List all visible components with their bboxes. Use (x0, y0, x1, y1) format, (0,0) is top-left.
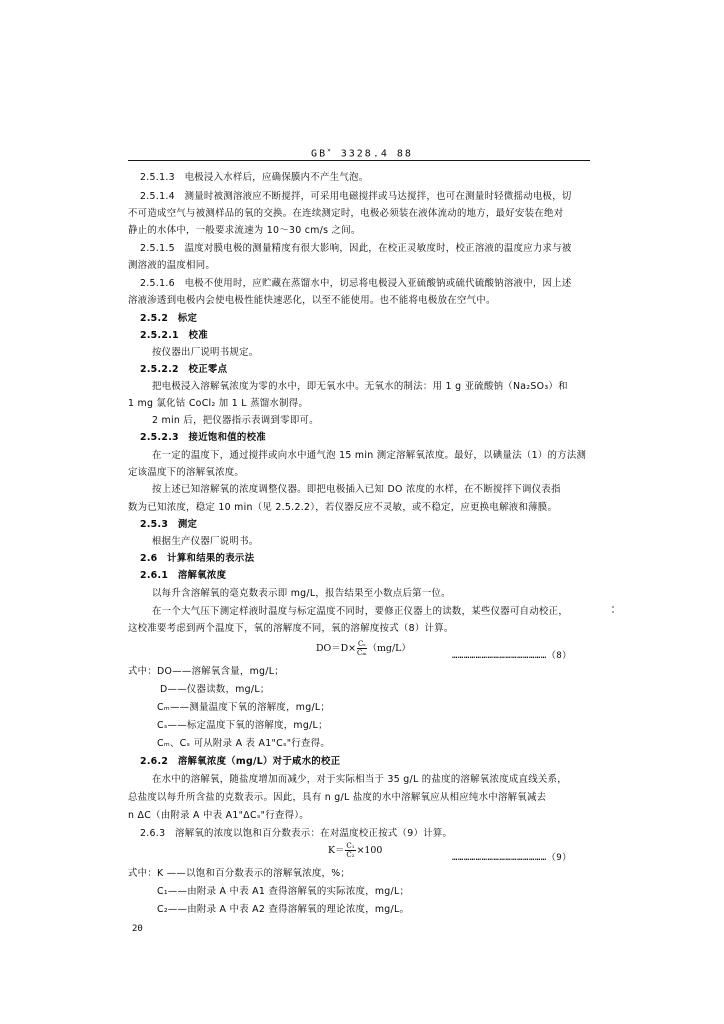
text-line: 式中：DO——溶解氧含量，mg/L； (128, 666, 284, 677)
formula-8-numerator: Cₛ (357, 640, 366, 648)
page-header (0, 147, 724, 159)
text-line: D——仪器读数，mg/L； (160, 684, 270, 695)
text-line: 2.5.1.6 电极不使用时，应贮藏在蒸馏水中，切忌将电极浸入亚硫酸钠或硫代硫酸钠溶液中，因上述 (140, 278, 572, 289)
text-line: 根据生产仪器厂说明书。 (152, 536, 259, 547)
formula-8 (316, 640, 411, 657)
formula-9-fraction (345, 842, 355, 859)
formula-8-lhs: DO＝D× (316, 643, 356, 654)
page-number: 20 (132, 924, 143, 934)
formula-8-leader (452, 648, 572, 661)
section-heading: 2.5.2.2 校正零点 (140, 364, 228, 375)
section-heading: 2.5.2 标定 (140, 313, 198, 324)
scan-speck (612, 606, 614, 608)
text-line: 把电极浸入溶解氧浓度为零的水中，即无氧水中。无氧水的制法：用 1 g 亚硫酸钠（Na₂SO₃）和 (152, 381, 568, 392)
text-line: 按仪器出厂说明书规定。 (152, 347, 259, 358)
formula-9-numerator: C₁ (346, 842, 355, 850)
text-line: 在水中的溶解氧，随盐度增加而减少，对于实际相当于 35 g/L 的盐度的溶解氧浓度成直线关系， (152, 774, 567, 785)
text-line: 2.5.1.5 温度对膜电极的测量精度有很大影响，因此，在校正灵敏度时，校正溶液的温度应力求与被 (140, 243, 572, 254)
formula-9-dots: ………………………………………… (452, 853, 547, 863)
text-line: 溶液渗透到电极内会使电极性能快速恶化，以至不能使用。也不能将电极放在空气中。 (128, 295, 496, 306)
text-line: 2.5.1.4 测量时被测溶液应不断搅拌，可采用电磁搅拌或马达搅拌，也可在测量时轻微摇动电极，切 (140, 191, 572, 202)
std-prefix: GB (311, 148, 328, 160)
text-line: Cₘ、Cₛ 可从附录 A 表 A1"Cₛ"行查得。 (157, 738, 331, 749)
header-rule (128, 160, 590, 161)
std-number: 3328.4 88 (340, 148, 413, 160)
formula-8-number: （8） (546, 651, 572, 661)
text-line: C₂——由附录 A 中表 A2 查得溶解氧的理论浓度，mg/L。 (157, 904, 410, 915)
text-line: C₁——由附录 A 中表 A1 查得溶解氧的实际浓度，mg/L； (157, 886, 410, 897)
text-line: 不可造成空气与被测样品的氧的交换。在连续测定时，电极必须装在液体流动的地方，最好安装在绝对 (128, 208, 564, 219)
text-line: 这校准要考虑到两个温度下，氧的溶解度不同，氧的溶解度按式（8）计算。 (128, 623, 454, 634)
text-line: Cₘ——测量温度下氧的溶解度，mg/L； (157, 702, 331, 713)
text-line: 按上述已知溶解氧的浓度调整仪器。即把电极插入已知 DO 浓度的水样，在不断搅拌下调仪表指 (152, 484, 561, 495)
text-line: 定该温度下的溶解氧浓度。 (128, 467, 245, 478)
section-heading: 2.6.1 溶解氧浓度 (140, 570, 227, 581)
formula-9-number: （9） (546, 853, 572, 863)
formula-8-fraction (357, 640, 367, 657)
text-line: 在一个大气压下测定样液时温度与标定温度不同时，要修正仪器上的读数，某些仪器可自动校正， (152, 606, 569, 617)
formula-9-denominator: C₂ (346, 851, 355, 859)
text-line: 静止的水体中，一般要求流速为 10～30 cm/s 之间。 (128, 225, 361, 236)
formula-8-denominator: Cₘ (356, 649, 367, 657)
formula-8-dots: ………………………………………… (452, 651, 547, 661)
section-heading: 2.5.2.3 接近饱和值的校准 (140, 432, 266, 443)
section-heading: 2.6 计算和结果的表示法 (140, 553, 255, 564)
text-line: 1 mg 氯化钴 CoCl₂ 加 1 L 蒸馏水制得。 (128, 398, 309, 409)
scan-speck (612, 611, 614, 613)
formula-9-leader (452, 850, 572, 863)
section-heading: 2.5.3 测定 (140, 519, 198, 530)
formula-9-tail: ×100 (356, 845, 383, 856)
formula-9-lhs: K＝ (328, 845, 345, 856)
text-line: 测溶液的温度相同。 (128, 260, 216, 271)
text-line: 2 min 后，把仪器指示表调到零即可。 (152, 415, 319, 426)
text-line: 式中：K ——以饱和百分数表示的溶解氧浓度，%； (128, 868, 351, 879)
section-heading: 2.6.2 溶解氧浓度（mg/L）对于咸水的校正 (140, 756, 341, 767)
text-line: 2.5.1.3 电极浸入水样后，应确保膜内不产生气泡。 (140, 172, 369, 183)
text-line: 以每升含溶解氧的毫克数表示即 mg/L，报告结果至小数点后第一位。 (152, 588, 451, 599)
formula-8-tail: （mg/L） (367, 643, 411, 654)
text-line: 在一定的温度下，通过搅拌或向水中通气泡 15 min 测定溶解氧浓度。最好，以碘量法（1）的方法测 (152, 450, 587, 461)
formula-9 (328, 842, 382, 859)
section-heading: 2.5.2.1 校准 (140, 330, 208, 341)
std-mark: × (327, 147, 333, 154)
text-line: n ΔC（由附录 A 中表 A1"ΔCₛ"行查得）。 (128, 810, 309, 821)
text-line: Cₛ——标定温度下氧的溶解度，mg/L； (157, 720, 328, 731)
text-line: 总盐度以每升所含盐的克数表示。因此，具有 n g/L 盐度的水中溶解氧应从相应纯水中溶解氧减去 (128, 792, 547, 803)
text-line: 数为已知浓度，稳定 10 min（见 2.5.2.2），若仪器反应不灵敏，或不稳定，应更换电解液和薄膜。 (128, 502, 558, 513)
text-line: 2.6.3 溶解氧的浓度以饱和百分数表示：在对温度校正按式（9）计算。 (140, 828, 453, 839)
